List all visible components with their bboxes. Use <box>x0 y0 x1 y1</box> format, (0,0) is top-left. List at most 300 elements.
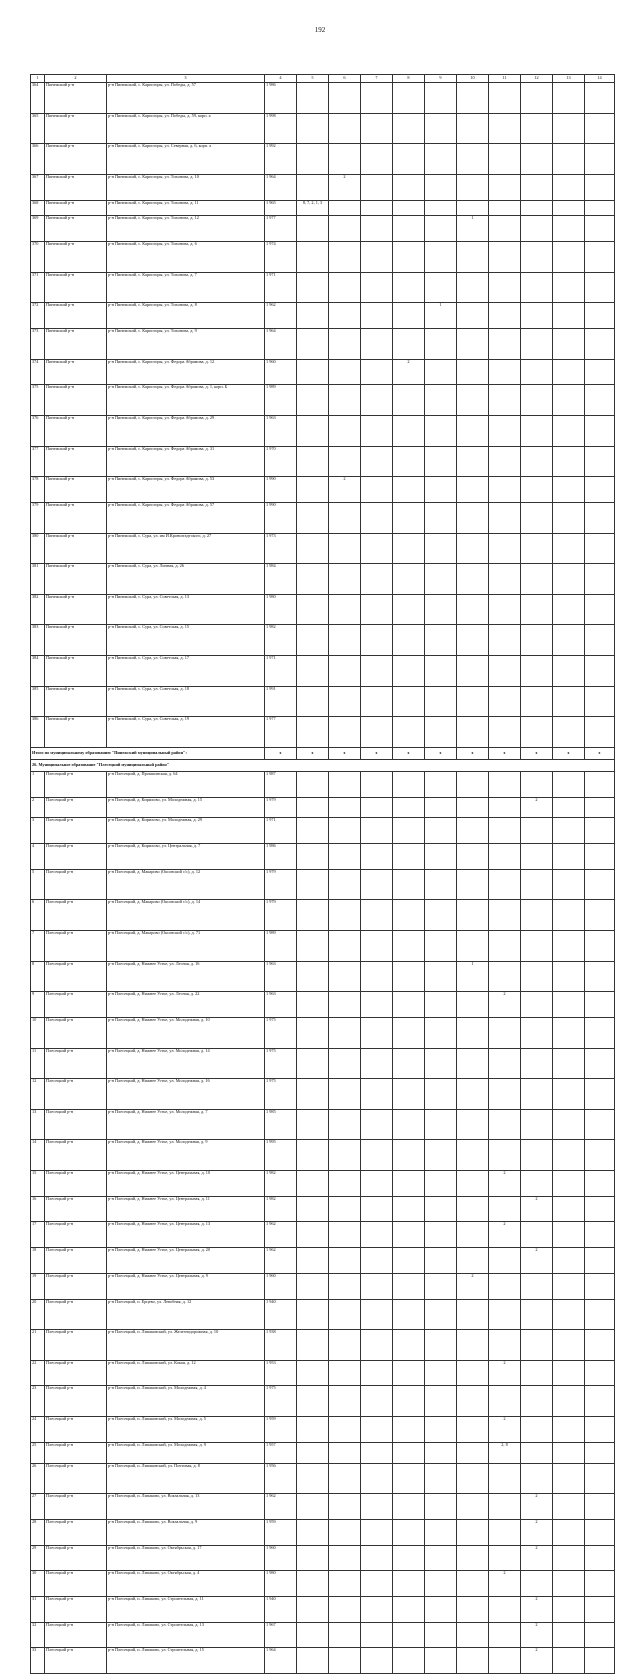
district-cell: Пинежский р-н <box>45 174 107 200</box>
value-cell <box>585 446 615 477</box>
value-cell <box>361 303 393 329</box>
value-cell <box>329 113 361 144</box>
value-cell <box>361 1330 393 1361</box>
value-cell <box>457 1140 489 1171</box>
value-cell <box>361 992 393 1018</box>
value-cell <box>361 1171 393 1197</box>
value-cell <box>425 200 457 216</box>
value-cell <box>553 797 585 818</box>
table-row <box>31 1463 615 1494</box>
row-number: 10 <box>31 1017 45 1048</box>
table-row <box>31 797 615 818</box>
table-row <box>31 1140 615 1171</box>
row-number: 365 <box>31 113 45 144</box>
value-cell <box>393 385 425 416</box>
value-cell <box>521 385 553 416</box>
value-cell <box>425 1386 457 1417</box>
column-header: 11 <box>489 75 521 83</box>
address-cell: р-н Плесецкий, д. Прокшинская, д. 64 <box>107 771 265 797</box>
total-x-cell: х <box>425 747 457 759</box>
year-cell: 1 982 <box>265 1171 297 1197</box>
value-cell <box>329 771 361 797</box>
value-cell <box>297 83 329 114</box>
value-cell <box>361 931 393 962</box>
address-cell: р-н Плесецкий, д. Нижнее Устье, ул. Центральная, д. 11 <box>107 1196 265 1222</box>
value-cell <box>585 1196 615 1222</box>
value-cell <box>297 1079 329 1110</box>
value-cell <box>553 1140 585 1171</box>
value-cell <box>393 625 425 656</box>
value-cell <box>521 1417 553 1443</box>
district-cell: Плесецкий р-н <box>45 771 107 797</box>
value-cell <box>425 1648 457 1674</box>
total-x-cell: х <box>393 747 425 759</box>
value-cell <box>553 242 585 273</box>
value-cell <box>425 242 457 273</box>
value-cell <box>489 797 521 818</box>
address-cell: р-н Плесецкий, д. Нижнее Устье, ул. Центральная, д. 10 <box>107 1171 265 1197</box>
value-cell <box>425 1017 457 1048</box>
value-cell <box>393 144 425 175</box>
year-cell: 1 964 <box>265 329 297 360</box>
value-cell <box>361 1248 393 1274</box>
value-cell <box>361 686 393 717</box>
value-cell: 2 <box>521 1545 553 1571</box>
value-cell <box>553 818 585 844</box>
value-cell <box>361 818 393 844</box>
value-cell <box>553 1648 585 1674</box>
address-cell: р-н Плесецкий, п. Липаковский, ул. Молодежная, д. 5 <box>107 1417 265 1443</box>
value-cell <box>393 686 425 717</box>
value-cell <box>585 771 615 797</box>
value-cell <box>297 961 329 992</box>
table-row <box>31 1222 615 1248</box>
value-cell <box>553 771 585 797</box>
year-cell: 1 977 <box>265 216 297 242</box>
value-cell <box>361 329 393 360</box>
value-cell <box>361 1196 393 1222</box>
value-cell <box>553 1494 585 1520</box>
value-cell <box>585 1017 615 1048</box>
value-cell <box>329 1171 361 1197</box>
value-cell <box>361 533 393 564</box>
value-cell <box>553 1596 585 1622</box>
table-row <box>31 1048 615 1079</box>
value-cell <box>457 113 489 144</box>
value-cell <box>553 1360 585 1386</box>
row-number: 376 <box>31 416 45 447</box>
address-cell: р-н Плесецкий, д. Макарово (Оксовский с/с), д. 12 <box>107 869 265 900</box>
row-number: 7 <box>31 931 45 962</box>
value-cell <box>361 502 393 533</box>
value-cell <box>489 1545 521 1571</box>
value-cell <box>297 1360 329 1386</box>
value-cell <box>585 992 615 1018</box>
table-header <box>31 75 615 83</box>
value-cell <box>521 686 553 717</box>
address-cell: р-н Плесецкий, д. Нижнее Устье, ул. Молодежная, д. 16 <box>107 1079 265 1110</box>
value-cell <box>329 446 361 477</box>
address-cell: р-н Пинежский, с. Сура, ул. им И.Кронштадтского, д. 27 <box>107 533 265 564</box>
address-cell: р-н Плесецкий, п. Липаковский, ул. Железнодорожная, д. 10 <box>107 1330 265 1361</box>
row-number: 22 <box>31 1360 45 1386</box>
value-cell <box>393 1017 425 1048</box>
row-number: 18 <box>31 1248 45 1274</box>
value-cell <box>585 1222 615 1248</box>
value-cell <box>489 1330 521 1361</box>
value-cell <box>457 1048 489 1079</box>
value-cell <box>393 1171 425 1197</box>
total-x-cell: х <box>521 747 553 759</box>
value-cell <box>329 656 361 687</box>
district-cell: Плесецкий р-н <box>45 900 107 931</box>
district-cell: Плесецкий р-н <box>45 931 107 962</box>
value-cell <box>361 216 393 242</box>
value-cell <box>521 144 553 175</box>
value-cell <box>361 1596 393 1622</box>
district-cell: Плесецкий р-н <box>45 1140 107 1171</box>
value-cell <box>329 1017 361 1048</box>
value-cell <box>393 1417 425 1443</box>
value-cell <box>297 1417 329 1443</box>
value-cell <box>585 113 615 144</box>
district-cell: Пинежский р-н <box>45 216 107 242</box>
table-body-pinezhsky <box>31 83 615 748</box>
value-cell <box>553 1571 585 1597</box>
value-cell <box>329 594 361 625</box>
value-cell <box>553 1196 585 1222</box>
value-cell <box>521 992 553 1018</box>
value-cell: 2 <box>521 797 553 818</box>
value-cell <box>521 1171 553 1197</box>
address-cell: р-н Пинежский, с. Карпогоры, ул. Тихонова, д. 7 <box>107 272 265 303</box>
district-cell: Пинежский р-н <box>45 359 107 385</box>
value-cell <box>329 900 361 931</box>
year-cell: 1 963 <box>265 961 297 992</box>
table-row <box>31 242 615 273</box>
value-cell <box>425 359 457 385</box>
value-cell <box>489 385 521 416</box>
value-cell <box>457 1648 489 1674</box>
value-cell <box>393 1330 425 1361</box>
total-x-cell: х <box>361 747 393 759</box>
value-cell <box>425 416 457 447</box>
value-cell <box>585 1330 615 1361</box>
table-row <box>31 1171 615 1197</box>
value-cell <box>521 656 553 687</box>
table-row <box>31 869 615 900</box>
year-cell: 1 962 <box>265 1248 297 1274</box>
value-cell <box>425 1299 457 1330</box>
value-cell <box>585 200 615 216</box>
value-cell <box>425 1140 457 1171</box>
value-cell <box>489 1273 521 1299</box>
value-cell <box>553 446 585 477</box>
value-cell <box>329 818 361 844</box>
value-cell <box>585 533 615 564</box>
value-cell <box>361 113 393 144</box>
table-row <box>31 446 615 477</box>
year-cell: 1 990 <box>265 502 297 533</box>
value-cell <box>297 717 329 748</box>
value-cell <box>425 174 457 200</box>
value-cell <box>425 1330 457 1361</box>
value-cell <box>297 686 329 717</box>
value-cell <box>489 1622 521 1648</box>
value-cell <box>393 1222 425 1248</box>
district-cell: Пинежский р-н <box>45 242 107 273</box>
value-cell <box>297 1273 329 1299</box>
row-number: 13 <box>31 1109 45 1140</box>
column-header: 14 <box>585 75 615 83</box>
value-cell <box>489 1386 521 1417</box>
value-cell <box>489 1248 521 1274</box>
value-cell <box>457 1417 489 1443</box>
table-row <box>31 1273 615 1299</box>
value-cell <box>521 446 553 477</box>
value-cell <box>553 1048 585 1079</box>
value-cell <box>457 717 489 748</box>
district-cell: Плесецкий р-н <box>45 1571 107 1597</box>
value-cell <box>425 564 457 595</box>
value-cell <box>329 1571 361 1597</box>
value-cell <box>297 385 329 416</box>
value-cell <box>585 385 615 416</box>
value-cell <box>393 771 425 797</box>
value-cell <box>585 174 615 200</box>
value-cell <box>521 844 553 870</box>
row-number: 379 <box>31 502 45 533</box>
value-cell <box>489 1048 521 1079</box>
district-cell: Пинежский р-н <box>45 200 107 216</box>
value-cell: 2 <box>489 1417 521 1443</box>
address-cell: р-н Плесецкий, д. Нижнее Устье, ул. Центральная, д. 20 <box>107 1248 265 1274</box>
address-cell: р-н Плесецкий, п. Липаково, ул. Вокзальная, д. 9 <box>107 1519 265 1545</box>
value-cell <box>329 1140 361 1171</box>
district-cell: Плесецкий р-н <box>45 992 107 1018</box>
year-cell: 1 980 <box>265 1571 297 1597</box>
value-cell <box>489 869 521 900</box>
district-cell: Плесецкий р-н <box>45 1330 107 1361</box>
value-cell <box>457 446 489 477</box>
total-x-cell: х <box>489 747 521 759</box>
value-cell: 2 <box>521 1596 553 1622</box>
value-cell <box>457 931 489 962</box>
row-number: 383 <box>31 625 45 656</box>
year-cell: 1 963 <box>265 992 297 1018</box>
value-cell <box>425 1222 457 1248</box>
value-cell <box>393 844 425 870</box>
value-cell <box>425 1519 457 1545</box>
value-cell <box>297 771 329 797</box>
value-cell <box>361 1017 393 1048</box>
value-cell <box>489 900 521 931</box>
value-cell <box>457 1330 489 1361</box>
district-cell: Пинежский р-н <box>45 477 107 503</box>
value-cell <box>361 594 393 625</box>
value-cell <box>553 1622 585 1648</box>
year-cell: 1 959 <box>265 1417 297 1443</box>
value-cell <box>521 1330 553 1361</box>
value-cell <box>393 1196 425 1222</box>
value-cell <box>393 446 425 477</box>
value-cell <box>585 564 615 595</box>
value-cell <box>489 844 521 870</box>
value-cell <box>489 83 521 114</box>
address-cell: р-н Пинежский, с. Карпогоры, ул. Тихонова, д. 10 <box>107 174 265 200</box>
value-cell <box>361 1648 393 1674</box>
row-number: 31 <box>31 1596 45 1622</box>
row-number: 16 <box>31 1196 45 1222</box>
value-cell <box>297 931 329 962</box>
table-row <box>31 818 615 844</box>
value-cell <box>489 771 521 797</box>
district-cell: Плесецкий р-н <box>45 1386 107 1417</box>
year-cell: 1 977 <box>265 717 297 748</box>
value-cell <box>457 533 489 564</box>
table-row <box>31 533 615 564</box>
district-cell: Пинежский р-н <box>45 113 107 144</box>
value-cell <box>329 1248 361 1274</box>
row-number: 27 <box>31 1494 45 1520</box>
value-cell <box>329 1545 361 1571</box>
column-header: 2 <box>45 75 107 83</box>
value-cell <box>361 1360 393 1386</box>
value-cell <box>393 1273 425 1299</box>
row-number: 26 <box>31 1463 45 1494</box>
value-cell <box>393 477 425 503</box>
row-number: 378 <box>31 477 45 503</box>
value-cell <box>297 1048 329 1079</box>
year-cell: 1 960 <box>265 359 297 385</box>
year-cell: 1 957 <box>265 1442 297 1463</box>
address-cell: р-н Пинежский, с. Карпогоры, ул. Федора Абрамова, д. 12 <box>107 359 265 385</box>
year-cell: 1 940 <box>265 1299 297 1330</box>
value-cell <box>553 686 585 717</box>
value-cell <box>329 844 361 870</box>
address-cell: р-н Плесецкий, п. Липаковский, ул. Кокая, д. 12 <box>107 1360 265 1386</box>
value-cell <box>521 242 553 273</box>
value-cell <box>393 502 425 533</box>
value-cell <box>393 1248 425 1274</box>
column-header: 3 <box>107 75 265 83</box>
district-cell: Плесецкий р-н <box>45 1248 107 1274</box>
value-cell <box>585 216 615 242</box>
value-cell <box>329 359 361 385</box>
row-number: 385 <box>31 686 45 717</box>
year-cell: 1 965 <box>265 200 297 216</box>
district-cell: Плесецкий р-н <box>45 1048 107 1079</box>
value-cell <box>489 625 521 656</box>
address-cell: р-н Плесецкий, д. Кирилово, ул. Молодежная, д. 15 <box>107 797 265 818</box>
value-cell <box>521 477 553 503</box>
value-cell <box>393 869 425 900</box>
year-cell: 1 975 <box>265 1386 297 1417</box>
value-cell <box>585 900 615 931</box>
address-cell: р-н Пинежский, с. Карпогоры, ул. Федора Абрамова, д. 31 <box>107 446 265 477</box>
table-row <box>31 931 615 962</box>
value-cell <box>329 797 361 818</box>
district-cell: Плесецкий р-н <box>45 1109 107 1140</box>
value-cell <box>521 1442 553 1463</box>
value-cell <box>361 477 393 503</box>
value-cell <box>489 717 521 748</box>
row-number: 369 <box>31 216 45 242</box>
value-cell <box>297 656 329 687</box>
value-cell <box>329 1494 361 1520</box>
district-cell: Пинежский р-н <box>45 594 107 625</box>
value-cell <box>329 533 361 564</box>
value-cell <box>457 272 489 303</box>
value-cell <box>521 113 553 144</box>
address-cell: р-н Плесецкий, д. Макарово (Оксовский с/с), д. 14 <box>107 900 265 931</box>
value-cell <box>489 502 521 533</box>
value-cell <box>297 242 329 273</box>
value-cell <box>329 686 361 717</box>
table-row <box>31 1299 615 1330</box>
district-cell: Пинежский р-н <box>45 656 107 687</box>
year-cell: 1 975 <box>265 1017 297 1048</box>
value-cell <box>329 564 361 595</box>
value-cell <box>361 144 393 175</box>
value-cell <box>329 931 361 962</box>
value-cell <box>425 83 457 114</box>
value-cell <box>361 1140 393 1171</box>
value-cell <box>489 477 521 503</box>
value-cell <box>297 174 329 200</box>
table-row <box>31 1519 615 1545</box>
value-cell <box>553 961 585 992</box>
year-cell: 1 975 <box>265 1079 297 1110</box>
column-header: 7 <box>361 75 393 83</box>
value-cell <box>585 797 615 818</box>
value-cell <box>361 1494 393 1520</box>
table-row <box>31 174 615 200</box>
year-cell: 1 979 <box>265 797 297 818</box>
value-cell <box>457 1386 489 1417</box>
value-cell <box>457 1463 489 1494</box>
year-cell: 1 964 <box>265 1648 297 1674</box>
value-cell <box>297 1017 329 1048</box>
table-row <box>31 1109 615 1140</box>
value-cell <box>457 359 489 385</box>
total-x-cell: х <box>329 747 361 759</box>
value-cell <box>553 1222 585 1248</box>
value-cell <box>553 1442 585 1463</box>
value-cell <box>393 564 425 595</box>
total-x-cell: х <box>553 747 585 759</box>
value-cell: 2 <box>521 1622 553 1648</box>
value-cell: 2, 8 <box>489 1442 521 1463</box>
value-cell <box>585 416 615 447</box>
address-cell: р-н Плесецкий, п. Липаковский, ул. Молодежная, д. 4 <box>107 1386 265 1417</box>
value-cell <box>329 200 361 216</box>
value-cell <box>553 200 585 216</box>
value-cell <box>329 1048 361 1079</box>
value-cell <box>361 83 393 114</box>
value-cell <box>457 869 489 900</box>
value-cell <box>553 931 585 962</box>
value-cell <box>553 656 585 687</box>
value-cell <box>521 329 553 360</box>
value-cell <box>297 1622 329 1648</box>
value-cell <box>457 818 489 844</box>
table-row <box>31 771 615 797</box>
value-cell <box>393 113 425 144</box>
value-cell <box>297 1442 329 1463</box>
address-cell: р-н Пинежский, с. Сура, ул. Советская, д. 18 <box>107 686 265 717</box>
value-cell <box>553 113 585 144</box>
